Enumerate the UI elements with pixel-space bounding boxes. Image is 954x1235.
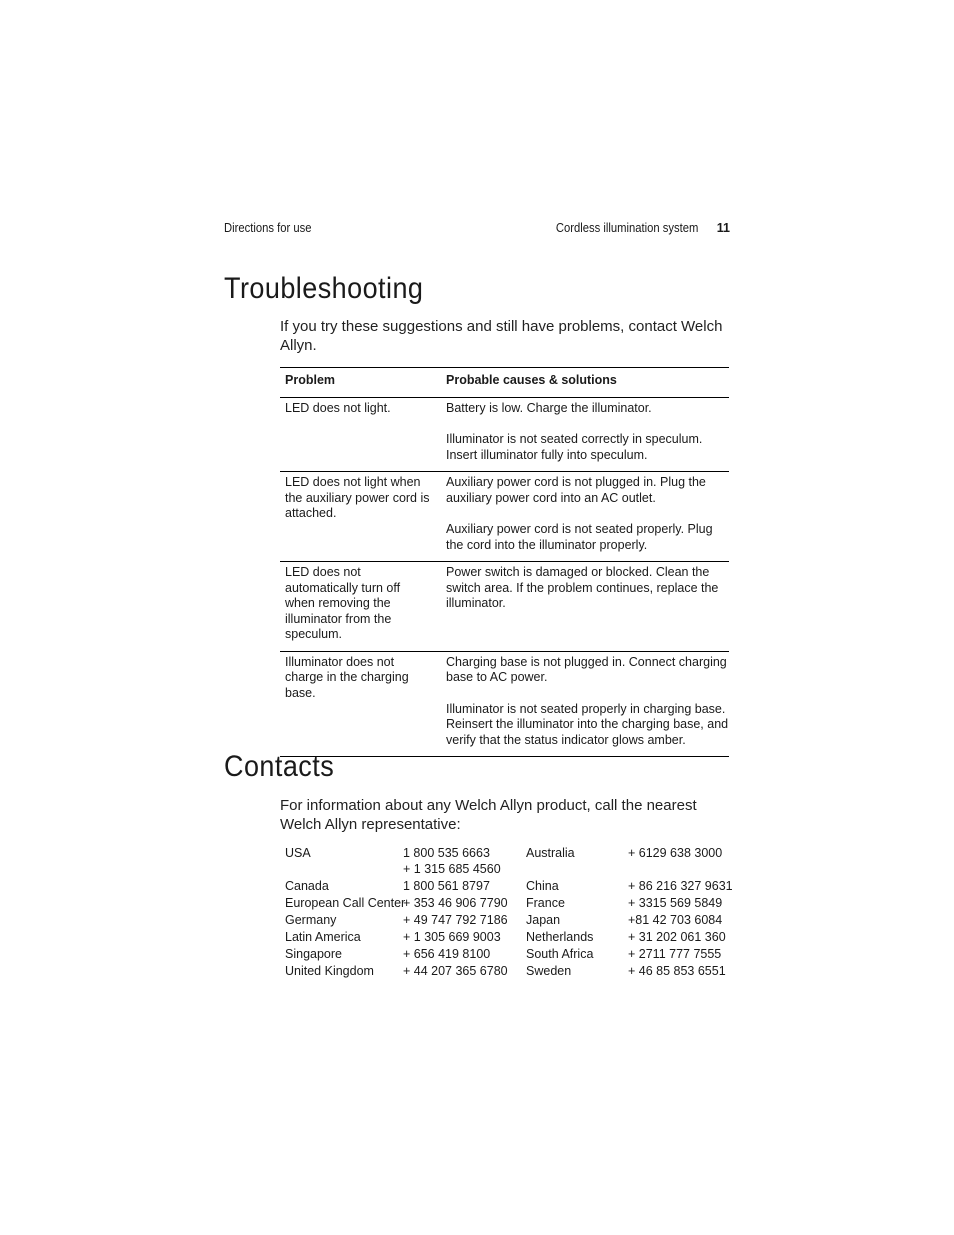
solution-text: Illuminator is not seated properly in charging base. Reinsert the illuminator into the charging base, and verify that the status indicator glows amber. xyxy=(446,701,729,747)
table-row xyxy=(280,472,729,562)
region-name: South Africa xyxy=(526,947,594,961)
region-name: Netherlands xyxy=(526,930,594,944)
solution-text: Illuminator is not seated correctly in speculum. Insert illuminator fully into speculum. xyxy=(446,432,703,462)
header-document-type: Directions for use xyxy=(224,221,312,235)
phone-number: +81 42 703 6084 xyxy=(628,913,723,927)
solution-text: Charging base is not plugged in. Connect charging base to AC power. xyxy=(446,654,727,684)
region-name: Sweden xyxy=(526,964,572,978)
header-right xyxy=(540,221,730,235)
phone-number: + 31 202 061 360 xyxy=(628,930,726,944)
header-product-title: Cordless illumination system xyxy=(556,221,699,235)
region-name: European Call Center xyxy=(285,896,406,910)
region-name: Japan xyxy=(526,913,561,927)
phone-number: + 1 305 669 9003 xyxy=(403,930,501,944)
phone-number: + 656 419 8100 xyxy=(403,947,491,961)
region-name: Germany xyxy=(285,913,337,927)
region-name: Canada xyxy=(285,879,329,893)
solutions-cell xyxy=(441,651,729,757)
solutions-cell xyxy=(441,472,729,562)
solution-text: Auxiliary power cord is not seated properly. Plug the cord into the illuminator properly. xyxy=(446,522,713,552)
phone-number: 1 800 561 8797 xyxy=(403,879,490,893)
region-name: Singapore xyxy=(285,947,342,961)
table-row xyxy=(280,562,729,652)
region-name: United Kingdom xyxy=(285,964,374,978)
column-header-causes: Probable causes & solutions xyxy=(441,368,729,398)
troubleshooting-intro: If you try these suggestions and still have problems, contact Welch Allyn. xyxy=(280,318,723,354)
region-name: USA xyxy=(285,846,311,860)
problem-cell: LED does not automatically turn off when removing the illuminator from the speculum. xyxy=(280,562,441,652)
phone-number: + 6129 638 3000 xyxy=(628,846,723,860)
problem-cell: LED does not light when the auxiliary power cord is attached. xyxy=(280,472,441,562)
solution-text: Battery is low. Charge the illuminator. xyxy=(446,400,652,415)
troubleshooting-heading: Troubleshooting xyxy=(224,272,424,305)
solution-text: Auxiliary power cord is not plugged in. Plug the auxiliary power cord into an AC outlet. xyxy=(446,475,706,505)
phone-number: + 46 85 853 6551 xyxy=(628,964,726,978)
phone-number: + 49 747 792 7186 xyxy=(403,913,508,927)
phone-number: + 2711 777 7555 xyxy=(628,947,722,961)
phone-number: + 3315 569 5849 xyxy=(628,896,723,910)
region-name: Australia xyxy=(526,846,575,860)
solution-text: Power switch is damaged or blocked. Clean the switch area. If the problem continues, replace the illuminator. xyxy=(446,565,719,610)
problem-cell: Illuminator does not charge in the charging base. xyxy=(280,651,441,757)
phone-number: + 44 207 365 6780 xyxy=(403,964,508,978)
phone-number: + 86 216 327 9631 xyxy=(628,879,733,893)
table-row xyxy=(280,651,729,757)
problem-cell: LED does not light. xyxy=(285,400,391,415)
region-name: China xyxy=(526,879,559,893)
troubleshooting-table xyxy=(280,367,729,757)
region-name: France xyxy=(526,896,565,910)
table-header-row xyxy=(280,368,729,398)
phone-number: + 1 315 685 4560 xyxy=(403,862,501,876)
solutions-cell xyxy=(441,397,729,472)
table-row xyxy=(280,397,729,472)
region-name: Latin America xyxy=(285,930,361,944)
running-header xyxy=(224,221,730,239)
phone-number: + 353 46 906 7790 xyxy=(403,896,508,910)
solutions-cell xyxy=(441,562,729,652)
contacts-heading: Contacts xyxy=(224,750,335,783)
contacts-intro: For information about any Welch Allyn product, call the nearest Welch Allyn representative: xyxy=(280,797,697,833)
phone-number-group xyxy=(403,845,501,878)
column-header-problem: Problem xyxy=(280,368,441,398)
page-number: 11 xyxy=(716,221,730,235)
phone-number: 1 800 535 6663 xyxy=(403,846,490,860)
